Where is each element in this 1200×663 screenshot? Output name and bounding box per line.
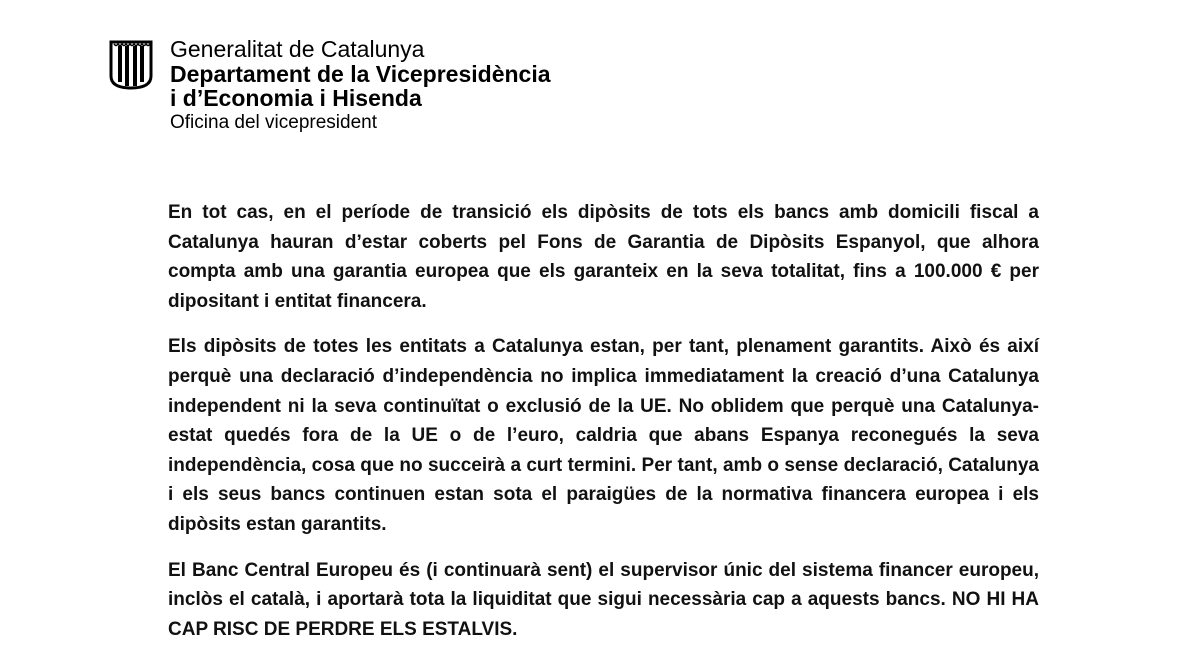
document-body [168, 198, 1039, 660]
paragraph-transition-period: En tot cas, en el període de transició els dipòsits de tots els bancs amb domicili fiscal a Catalunya hauran d’estar coberts pel Fons de Garantia de Dipòsits Espanyol, que alhora compta amb una garantia europea que els garanteix en la seva totalitat, fins a 100.000 € per dipositant i entitat financera. [168, 202, 1039, 312]
senyera-emblem-icon [108, 40, 154, 90]
paragraph-deposits-guaranteed: Els dipòsits de totes les entitats a Catalunya estan, per tant, plenament garantits. Això és així perquè una declaració d’independència no implica immediatament la creació d’una Catalunya independent ni la seva continuïtat o exclusió de la UE. No oblidem que perquè una Catalunya-estat quedés fora de la UE o de l’euro, caldria que abans Espanya reconegués la seva independència, cosa que no succeirà a curt termini. Per tant, amb o sense declaració, Catalunya i els seus bancs continuen estan sota el paraigües de la normativa financera europea i els dipòsits estan garantits. [168, 336, 1039, 535]
department-name-line-2: i d’Economia i Hisenda [170, 85, 422, 111]
letterhead [108, 36, 668, 146]
paragraph-ecb-supervisor: El Banc Central Europeu és (i continuarà sent) el supervisor únic del sistema financer europeu, inclòs el català, i aportarà tota la liquiditat que sigui necessària cap a aquests bancs. NO HI HA CAP RISC DE PERDRE ELS ESTALVIS. [168, 559, 1039, 640]
organization-name: Generalitat de Catalunya [170, 36, 425, 62]
department-name-line-1: Departament de la Vicepresidència [170, 61, 551, 87]
organization-block [170, 36, 690, 136]
office-name: Oficina del vicepresident [170, 112, 377, 133]
